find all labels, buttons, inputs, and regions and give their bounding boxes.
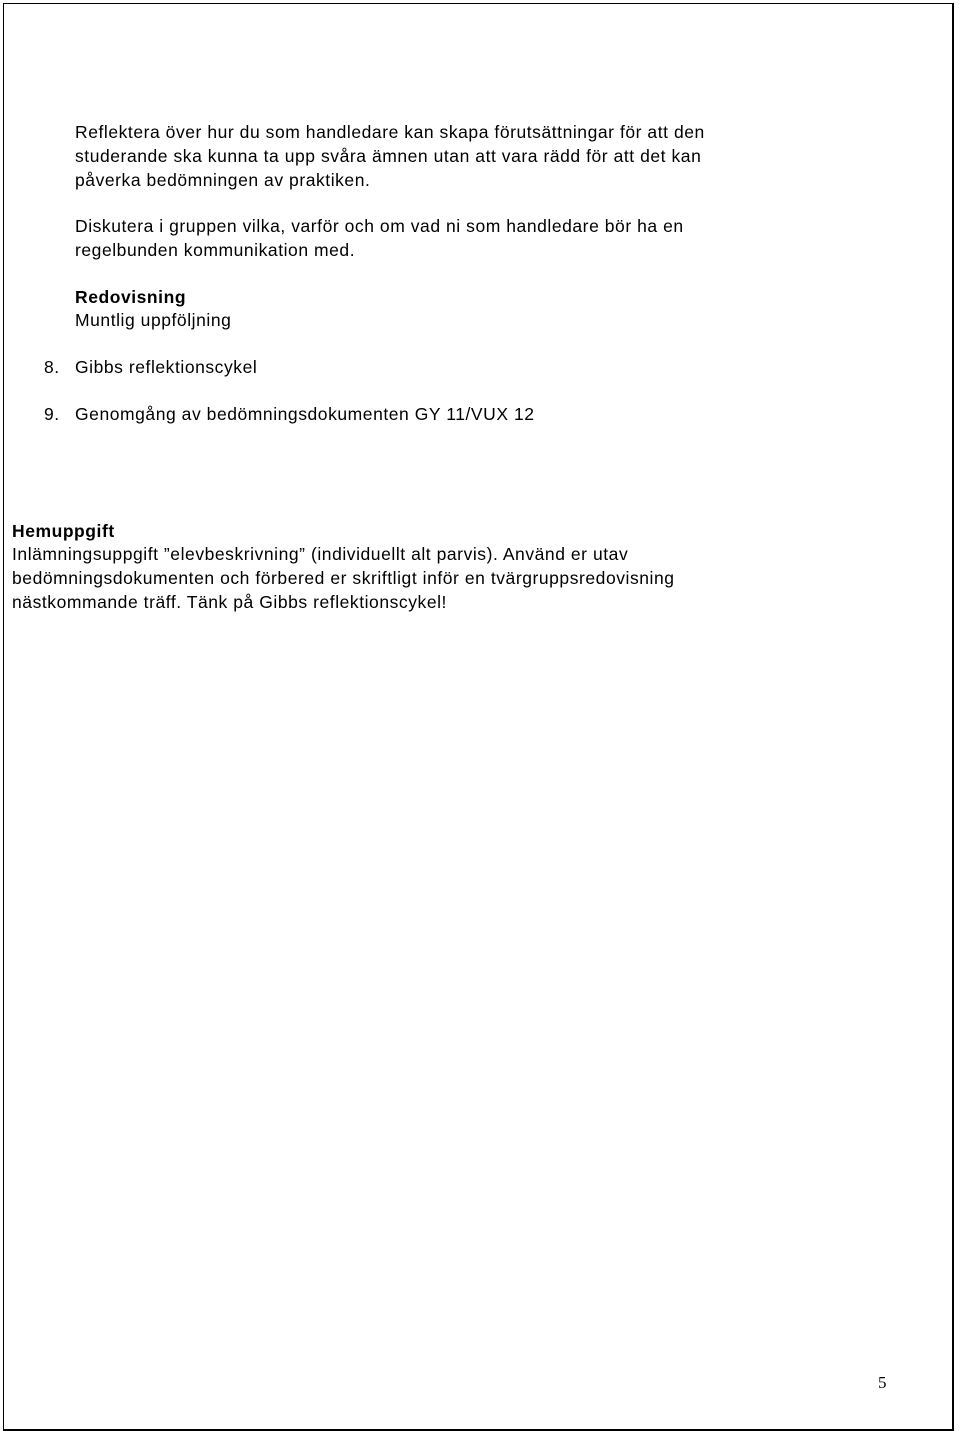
discuss-paragraph-line-1: Diskutera i gruppen vilka, varför och om vad ni som handledare bör ha en: [75, 216, 684, 236]
page-number: 5: [878, 1373, 887, 1392]
discuss-paragraph-line-2: regelbunden kommunikation med.: [75, 240, 356, 260]
list-item-number: 8.: [44, 357, 60, 377]
homework-paragraph-line-1: Inlämningsuppgift ”elevbeskrivning” (individuellt alt parvis). Använd er utav: [12, 544, 629, 564]
list-item-number: 9.: [44, 404, 60, 424]
redovisning-text: Muntlig uppföljning: [75, 310, 232, 330]
redovisning-heading: Redovisning: [75, 287, 187, 307]
list-item-text: Genomgång av bedömningsdokumenten GY 11/VUX 12: [75, 404, 535, 424]
reflect-paragraph-line-2: studerande ska kunna ta upp svåra ämnen utan att vara rädd för att det kan: [75, 146, 702, 166]
homework-heading: Hemuppgift: [12, 521, 115, 541]
homework-paragraph-line-3: nästkommande träff. Tänk på Gibbs reflektionscykel!: [12, 592, 447, 612]
list-item-text: Gibbs reflektionscykel: [75, 357, 258, 377]
reflect-paragraph-line-3: påverka bedömningen av praktiken.: [75, 170, 371, 190]
homework-paragraph-line-2: bedömningsdokumenten och förbered er skriftligt inför en tvärgruppsredovisning: [12, 568, 675, 588]
reflect-paragraph-line-1: Reflektera över hur du som handledare kan skapa förutsättningar för att den: [75, 122, 705, 142]
